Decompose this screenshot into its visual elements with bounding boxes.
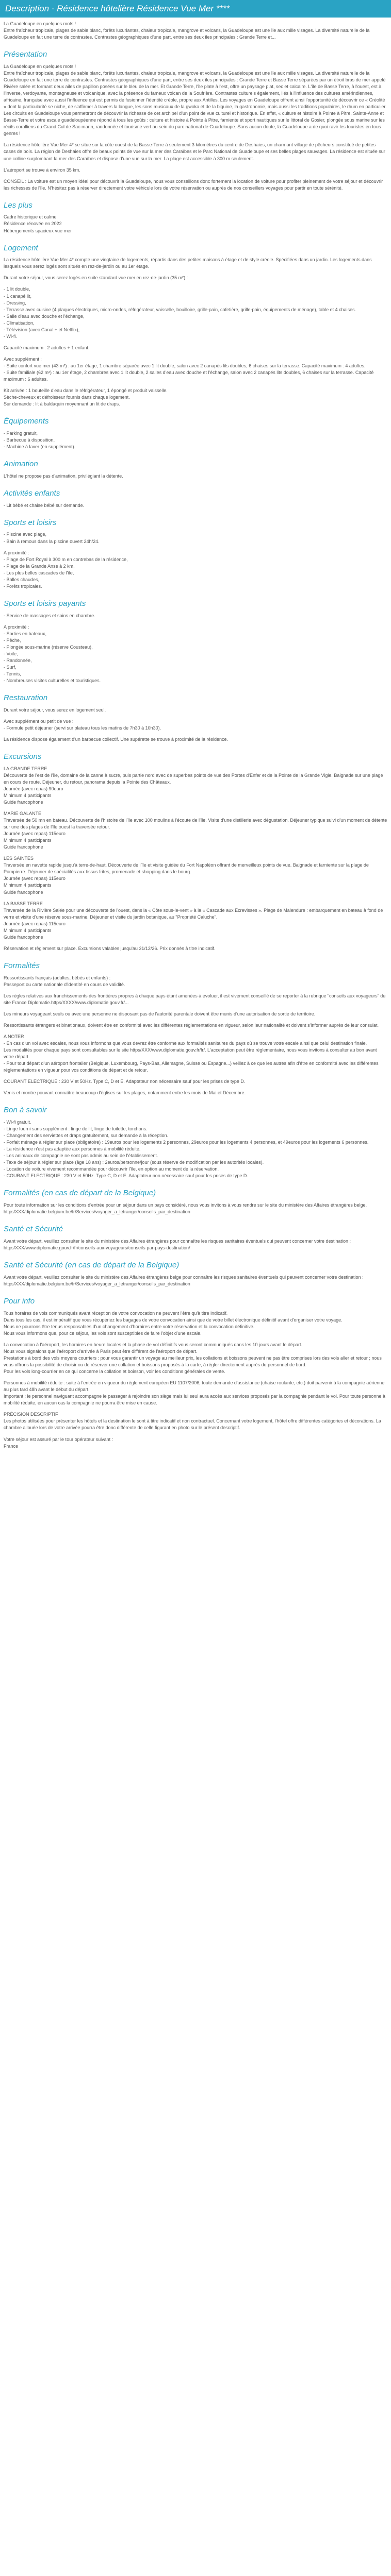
section-paragraph: A proximité : - Sorties en bateaux, - Pêche, - Plongée sous-marine (réserve Cousteau), - Voile, - Randonnée, - Surf, - Tennis, - Nombreuses visites culturelles et touristiques. [4,624,101,683]
section-paragraph: Ressortissants étrangers et binationaux, doivent être en conformité avec les différentes réglementations en vigueur, selon leur nationalité et doivent s'informer auprès de leur consulat. [4,1022,379,1028]
section-paragraph: L'aéroport se trouve à environ 35 km. [4,167,80,173]
section-title: Activités enfants [4,488,60,498]
section-title: Les plus [4,200,32,210]
section-paragraph: - Parking gratuit, - Barbecue à disposition, - Machine à laver (en supplément). [4,430,76,450]
section-paragraph: La résidence dispose également d'un barbecue collectif. Une supérette se trouve à proximité de la résidence. [4,736,228,742]
section-paragraph: Ressortissants français (adultes, bébés et enfants) : Passeport ou carte nationale d'identité en cours de validité. [4,975,125,987]
section-paragraph: Durant votre séjour, vous serez logés en suite standard vue mer en rez-de-jardin (35 m²) : [4,275,188,281]
section-paragraph: - Piscine avec plage, - Bain à remous dans la piscine ouvert 24h/24. [4,532,100,544]
section-sports-et-loisirs-payants [4,598,387,684]
section-sante-et-securite-en-cas-de-depart-de-la-belgique [4,1260,387,1287]
section-excursions [4,751,387,952]
section-pour-info [4,1296,387,1450]
description-content [0,18,391,1450]
section-title: Sports et loisirs payants [4,599,86,608]
section-paragraph: LES SAINTES Traversée en navette rapide jusqu'à terre-de-haut. Découverte de l'île et visite guidée du Fort Napoléon offrant de merveilleux points de vue. Baignade et farniente sur la plage de Pompierre. Déjeuner de spécialités aux tissus frites, promenade et shopping dans le bourg. Journée (avec repas) 115euro Minimum 4 participants Guide francophone [4,856,369,895]
section-title: Présentation [4,50,47,59]
section-title: Restauration [4,693,48,703]
section-paragraph: Venis et montre pouvant connaître beaucoup d'églises sur les plages, notamment entre les mois de Mai et Décembre. [4,1090,246,1096]
page-title: Description - Résidence hôtelière Résidence Vue Mer **** [0,0,391,18]
section-paragraph: A NOTER - En cas d'un vol avec escales, nous vous informons que vous devrez être conforme aux formalités sanitaires du pays où se trouve votre escale ainsi que celui destination finale. Les modalités pour chaque pays sont consultables sur le site https/XXX/www.diplomatie.gouv.fr/fr/. L'acceptation peut être réglementaire, nous vous invitons à consulter au bon avant votre départ. - Pour tout départ d'un aéroport frontalier (Belgique, Luxembourg, Pays-Bas, Allemagne, Suisse ou Espagne...) veillez à ce que les autres afin d'être en conformité avec les différentes réglementations en vigueur pour vos conditions de départ et de retour. [4,1033,379,1073]
section-paragraph: - 1 lit double, - 1 canapé lit, - Dressing, - Terrasse avec cuisine (4 plaques électriques, micro-ondes, réfrigérateur, vaisselle, bouilloire, grille-pain, cafetière, grille-pain, équipements de ménage), table et 4 chaises. - Salle d'eau avec douche et l'échange, - Climatisation, - Télévision (avec Canal + et Netflix), - Wi-fi. [4,286,356,339]
section-paragraph: LA BASSE TERRE Traversée de la Rivière Salée pour une découverte de l'ouest, dans la « Côte sous-le-vent » à la « Cascade aux Écrevisses ». Plage de Malendure : embarquement en bateau à fond de verre et visite d'une réserve sous-marine. Déjeuner et visite du jardin botanique, au "Propriété Caluche". Journée (avec repas) 115euro Minimum 4 participants Guide francophone [4,901,383,940]
section-title: Équipements [4,417,49,426]
section-formalites [4,960,387,1096]
section-paragraph: Tous horaires de vols communiqués avant réception de votre convocation ne peuvent l'être qu'à titre indicatif. Dans tous les cas, il est impératif que vous récupériez les bagages de votre convocation ainsi que de votre billet électronique définitif avant d'organiser votre voyage. Nous ne pourrons être tenus responsables d'un changement d'horaires entre votre réservation et la convocation définitive. Nous vous informons que, pour ce séjour, les vols sont susceptibles de faire l'objet d'une escale. [4,1310,343,1336]
section-title: Santé et Sécurité [4,1225,63,1234]
section-paragraph: L'hôtel ne propose pas d'animation, privilégiant la détente. [4,473,123,479]
section-sante-et-securite [4,1224,387,1251]
section-restauration [4,692,387,743]
section-paragraph: LA GRANDE TERRE Découverte de l'est de l'île, domaine de la canne à sucre, puis partie nord avec de superbes points de vue des Portes d'Enfer et de la Pointe de la Grande Vigie. Baignade sur une plage en cours de route. Déjeuner, du retour, panorama depuis la Pointe des Châteaux. Journée (avec repas) 90euro Minimum 4 participants Guide francophone [4,766,383,805]
section-les-plus [4,200,387,234]
section-title: Formalités (en cas de départ de la Belgique) [4,1189,156,1198]
section-title: Pour info [4,1297,35,1306]
section-equipements [4,416,387,450]
section-paragraph: Kit arrivée : 1 bouteille d'eau dans le réfrigérateur, 1 épongé et produit vaisselle. Sèche-cheveux et défroisseur fournis dans chaque logement. Sur demande : lit à baldaquin moyennant un lit de draps. [4,388,168,407]
section-intro [4,21,387,41]
section-title: Logement [4,243,38,252]
section-paragraph: - Service de massages et soins en chambre. [4,613,95,618]
section-paragraph: Avec supplément : - Suite confort vue mer (43 m²) : au 1er étage, 1 chambre séparée avec 1 lit double, salon avec 2 canapés lits doubles, 6 chaises sur la terrasse. Capacité maximum : 4 adultes. - Suite familiale (62 m²) : au 1er étage, 2 chambres avec 1 lit double, 2 salles d'eau avec douche et l'échange, salon avec 2 canapés lits doubles, 6 chaises sur la terrasse. Capacité maximum : 6 adultes. [4,356,374,382]
section-paragraph: Avant votre départ, veuillez consulter le site du ministère des Affaires étrangères belge pour connaître les risques sanitaires éventuels qui peuvent concerner votre destination : https/XXX/diplomatie.belgium.be/fr/Services/voyager_a_letranger/conseils_par_destination [4,1274,364,1286]
section-sports-et-loisirs [4,517,387,590]
section-formalites-en-cas-de-depart-de-la-belgique [4,1188,387,1215]
section-title: Animation [4,460,38,469]
section-animation [4,459,387,480]
section-presentation [4,49,387,192]
section-bon-a-savoir [4,1105,387,1179]
section-paragraph: Cadre historique et calme Résidence rénovée en 2022 Hébergements spacieux vue mer [4,214,72,233]
section-paragraph: MARIE GALANTE Traversée de 50 mn en bateau. Découverte de l'histoire de l'île avec 100 moulins à l'écoute de l'île. Visite d'une distillerie avec dégustation. Déjeuner typique suivi d'un moment de détente sur une des plages de l'île ouest la traversée retour. Journée (avec repas) 115euro Minimum 4 participants Guide francophone [4,811,387,850]
section-title: Sports et loisirs [4,518,57,527]
section-paragraph: Pour toute information sur les conditions d'entrée pour un séjour dans un pays considéré, nous vous invitons à vous rendre sur le site du ministère des Affaires étrangères belge, https/XXX/diplomatie.belgium.be/fr/Services/voyager_a_letranger/conseils_par_destination [4,1202,367,1215]
section-paragraph: Avant votre départ, veuillez consulter le site du ministère des Affaires étrangères pour connaître les risques sanitaires éventuels qui peuvent concerner votre destination : https/XXX/www.diplomatie.gouv.fr/fr/conseils-aux-voyageurs/conseils-par-pays-destination/ [4,1239,351,1251]
section-paragraph: PRÉCISION DESCRIPTIF Les photos utilisées pour présenter les hôtels et la destination le sont à titre indicatif et non contractuel. Concernant votre logement, l'hôtel offre différentes catégories et décorations. La chambre allouée lors de votre arrivée pourra être donc différente de celle figurant en photo sur le présent descriptif. [4,1412,381,1431]
section-paragraph: La résidence hôtelière Vue Mer 4* se situe sur la côte ouest de la Basse-Terre à seulement 3 kilomètres du centre de Deshaies, un charmant village de pêcheurs constitué de petites cases de bois. La région de Deshaies offre de beaux points de vue sur la mer des Caraïbes et le Parc National de Guadeloupe et ses belles plages sauvages. La résidence est située sur une colline surplombant la mer des Caraïbes et dispose d'une vue sur la mer. La plage est accessible à 300 m seulement. [4,142,385,161]
section-title: Excursions [4,752,42,761]
section-paragraph: CONSEIL : La voiture est un moyen idéal pour découvrir la Guadeloupe, nous vous conseillons donc fortement la location de voiture pour profiter pleinement de votre séjour et découvrir les richesses de l'île. N'hésitez pas à réserver directement votre véhicule lors de votre réservation ou auprès de nos conseillers voyages pour partir en toute sérénité. [4,178,383,191]
section-paragraph: Réservation et règlement sur place. Excursions valables jusqu'au 31/12/26. Prix donnés à titre indicatif. [4,945,216,951]
section-title: Bon à savoir [4,1106,47,1115]
section-paragraph: La Guadeloupe en quelques mots ! Entre fraîcheur tropicale, plages de sable blanc, forêts luxuriantes, chaleur tropicale, mangrove et volcans, la Guadeloupe est une île aux mille visages. La diversité naturelle de la Guadeloupe en fait une terre de contrastes. Contrastes géographiques d'une part, entre ses deux iles principales : Grande Terre et Basse Terre séparées par un étroit bras de mer appelé Rivière salée et formant deux ailes de papillon posées sur le bleu de la mer. Et Grande Terre, l'île plate à l'est, offre un paysage plat, sec et calcaire. L'île de Basse Terre, à l'ouest, est à l'inverse, verdoyante, montagneuse et volcanique, avec la présence du fameux volcan de la Soufrière. Contrastes culturels également, liés à l'influence des cultures amérindiennes, africaine, française avec aussi l'influence qui est permis de fusionner l'identité créole, propre aux Antilles. Les voyages en Guadeloupe offrent ainsi l'opportunité de découvrir ce « Créolité » dont la particularité se niche, de s'affirmer à travers la langue, les sons musicaux de la gwoka et de la biguine, la gastronomie, mais aussi les traditions populaires, le rhum en particulier. Les circuits en Guadeloupe vous permettront de découvrir la richesse de cet archipel d'un point de vue culturel et historique. En effet, « culture et histoire à Pointe à Pitre, Sainte-Anne et Basse-Terre et votre escale guadeloupéenne répond à tous les goûts : culture et histoire à Pointe à Pitre, farniente et sport nautiques sur le littoral de Gosier, plongée sous marine sur les récifs coralliens du Grand Cul de Sac marin, randonnée et tourisme vert au sein du parc national de Guadeloupe. Sans aucun doute, la Guadeloupe a de quoi ravir les touristes en tous genres ! [4,63,387,137]
section-paragraph: Personnes à mobilité réduite : suite à l'entrée en vigueur du règlement européen EU 1107/2006, toute demande d'assistance (chaise roulante, etc.) doit parvenir à la compagnie aérienne au plus tard 48h avant le début du départ. Important : le personnel naviguant accompagne le passager à rejoindre son siège mais lui seul aura accès aux services proposés par la compagnie pendant le vol. Pour toute personne à mobilité réduite, en aucun cas la compagnie ne pourra être mise en cause. [4,1380,385,1406]
section-paragraph: COURANT ELECTRIQUE : 230 V et 50Hz. Type C, D et E. Adaptateur non nécessaire sauf pour les prises de type D. [4,1079,246,1084]
section-activites-enfants [4,488,387,509]
section-paragraph: La résidence hôtelière Vue Mer 4* compte une vingtaine de logements, répartis dans des petites maisons à étage et de style créole. Spécifiées dans un jardin. Les logements dans lesquels vous serez logés sont situés en rez-de-jardin ou au 1er étage. [4,257,372,269]
section-title: Santé et Sécurité (en cas de départ de la Belgique) [4,1261,180,1270]
section-paragraph: A proximité : - Plage de Fort Royal à 300 m en contrebas de la résidence, - Plage de la Grande Anse à 2 km, - Les plus belles cascades de l'île, - Balles chaudes, - Forêts tropicales. [4,550,128,589]
section-paragraph: La convocation à l'aéroport, les horaires en heure locales et la phase de vol définitifs vous seront communiqués dans les 10 jours avant le départ. Nous vous signalons que l'aéroport d'arrivée à Paris peut être différent de l'aéroport de départ. Prestations à bord des vols moyens courriers : pour vous garantir un voyage au meilleur prix, les collations et boissons peuvent ne pas être comprises lors des vols aller et retour ; nous vous offrons la possibilité de choisir ou de réserver une collation et boissons proposés à la carte, à régler directement auprès du personnel de bord. Pour les vols long-courrier en ce qui concerne la collation et boisson, voir les conditions générales de vente. [4,1342,382,1375]
section-paragraph: Les règles relatives aux franchissements des frontières propres à chaque pays étant amenées à évoluer, il est vivement conseillé de se reporter à la rubrique "conseils aux voyageurs" du site France Diplomatie.https/XXXX/www.diplomatie.gouv.fr/... [4,993,386,1005]
section-paragraph: - Lit bébé et chaise bébé sur demande. [4,502,85,508]
section-paragraph: Votre séjour est assuré par le tour opérateur suivant : France [4,1436,113,1449]
section-paragraph: Capacité maximum : 2 adultes + 1 enfant. [4,345,90,350]
section-paragraph: La Guadeloupe en quelques mots ! Entre fraîcheur tropicale, plages de sable blanc, forêts luxuriantes, chaleur tropicale, mangrove et volcans, la Guadeloupe est une île aux mille visages. La diversité naturelle de la Guadeloupe en fait une terre de contrastes. Contrastes géographiques d'une part, entre ses deux iles principales : Grande Terre et... [4,21,370,40]
section-paragraph: Les mineurs voyageant seuls ou avec une personne ne disposant pas de l'autorité parentale doivent être munis d'une autorisation de sortie de territoire. [4,1011,316,1016]
section-paragraph: Avec supplément ou petit de vue : - Formule petit déjeuner (servi sur plateau tous les matins de 7h30 à 10h30). [4,718,161,731]
section-paragraph: - Wi-fi gratuit. - Linge fourni sans supplément : linge de lit, linge de toilette, torchons. - Changement des serviettes et draps gratuitement, sur demande à la réception. - Forfait ménage à régler sur place (obligatoire) : 19euros pour les logements 2 personnes, 29euros pour les logements 4 personnes, et 49euros pour les logements 6 personnes. - La résidence n'est pas adaptée aux personnes à mobilité réduite. - Les animaux de compagnie ne sont pas admis au sein de l'établissement. - Taxe de séjour à régler sur place (âge 18 ans) : 2euros/personne/jour (sous réserve de modification par les autorités locales). - Location de voiture vivement recommandée pour découvrir l'île, en option au moment de la réservation. - COURANT ELECTRIQUE : 230 V et 50Hz. Type C, D et E. Adaptateur non nécessaire sauf pour les prises de type D. [4,1120,369,1179]
section-logement [4,243,387,408]
section-paragraph: Durant votre séjour, vous serez en logement seul. [4,707,106,713]
section-title: Formalités [4,961,40,970]
